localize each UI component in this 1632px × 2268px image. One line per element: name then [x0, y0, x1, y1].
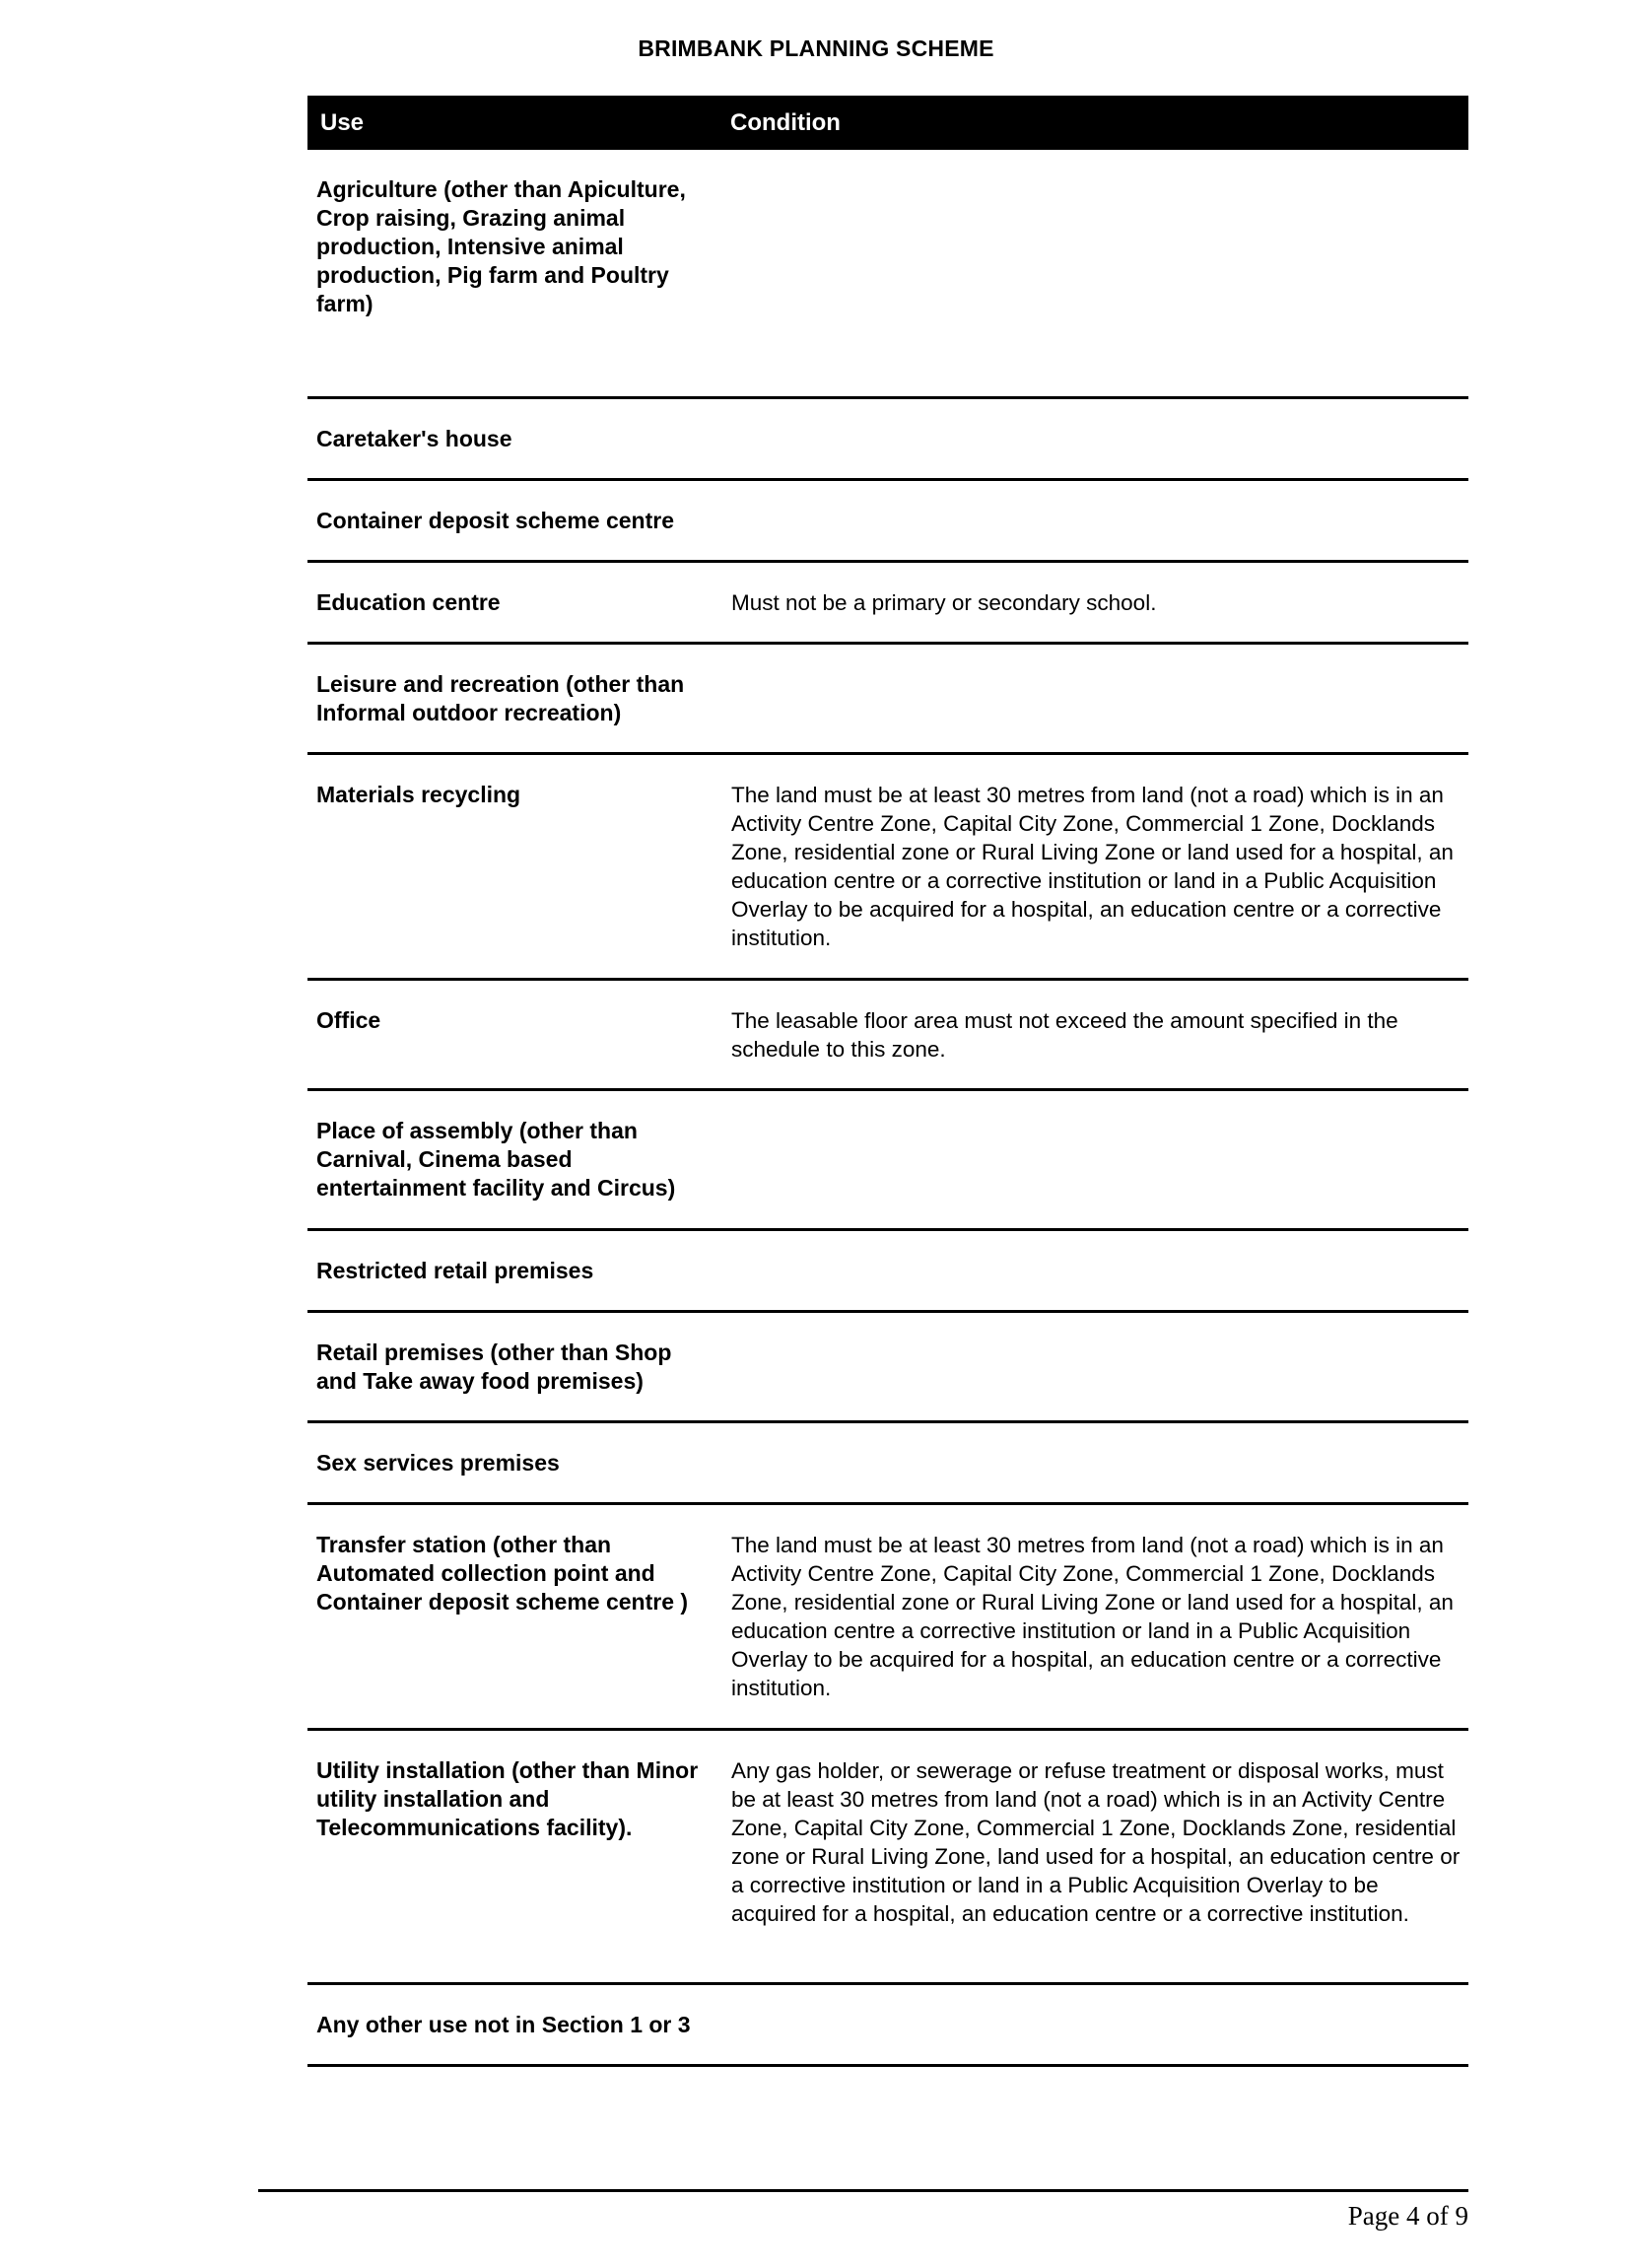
table-row [307, 981, 1468, 1091]
condition-cell [722, 507, 1468, 560]
footer-divider [258, 2189, 1468, 2192]
condition-cell: Any gas holder, or sewerage or refuse treatment or disposal works, must be at least 30 metres from land (not a road) which is in an Activity Centre Zone, Capital City Zone, Commercial 1 Zone, Docklands Zone, residential zone or Rural Living Zone, land used for a hospital, an education centre or a corrective institution or land in a Public Acquisition Overlay to be acquired for a hospital, an education centre or a corrective institution. [731, 1758, 1461, 1926]
use-condition-table [307, 96, 1468, 2067]
use-cell: Transfer station (other than Automated collection point and Container deposit scheme centre ) [316, 1532, 689, 1615]
table-row [307, 1423, 1468, 1505]
condition-cell [722, 1257, 1468, 1310]
condition-cell [722, 1117, 1468, 1228]
use-cell: Utility installation (other than Minor utility installation and Telecommunications facility). [316, 1757, 699, 1840]
use-cell: Any other use not in Section 1 or 3 [316, 2012, 691, 2037]
table-row [307, 1091, 1468, 1231]
use-cell: Office [316, 1007, 381, 1033]
use-cell: Container deposit scheme centre [316, 508, 674, 533]
page-number: Page 4 of 9 [1347, 2201, 1468, 2231]
condition-cell [722, 425, 1468, 478]
table-row [307, 481, 1468, 563]
table-row [307, 150, 1468, 399]
condition-cell [722, 670, 1468, 752]
use-cell: Restricted retail premises [316, 1258, 594, 1283]
condition-cell [722, 175, 1468, 396]
document-header: BRIMBANK PLANNING SCHEME [638, 35, 994, 61]
table-row [307, 1313, 1468, 1423]
condition-cell: The leasable floor area must not exceed the amount specified in the schedule to this zone. [731, 1008, 1398, 1062]
condition-cell: The land must be at least 30 metres from land (not a road) which is in an Activity Centre Zone, Capital City Zone, Commercial 1 Zone, Docklands Zone, residential zone or Rural Living Zone or land used for a hospital, an education centre a corrective institution or land in a Public Acquisition Overlay to be acquired for a hospital, an education centre or a corrective institution. [731, 1533, 1454, 1700]
use-cell: Leisure and recreation (other than Informal outdoor recreation) [316, 671, 685, 725]
use-cell: Sex services premises [316, 1450, 560, 1476]
table-row [307, 399, 1468, 481]
table-row [307, 1231, 1468, 1313]
condition-cell [722, 1339, 1468, 1420]
use-cell: Place of assembly (other than Carnival, Cinema based entertainment facility and Circus) [316, 1118, 676, 1201]
table-row [307, 563, 1468, 645]
table-row [307, 645, 1468, 755]
condition-cell: The land must be at least 30 metres from land (not a road) which is in an Activity Centre Zone, Capital City Zone, Commercial 1 Zone, Docklands Zone, residential zone or Rural Living Zone or land used for a hospital, an education centre or a corrective institution or land in a Public Acquisition Overlay to be acquired for a hospital, an education centre or a corrective institution. [731, 783, 1454, 950]
use-cell: Education centre [316, 589, 501, 615]
table-row [307, 1505, 1468, 1731]
table-row [307, 1985, 1468, 2067]
condition-cell: Must not be a primary or secondary school. [731, 590, 1157, 615]
use-cell: Agriculture (other than Apiculture, Crop raising, Grazing animal production, Intensive animal production, Pig farm and Poultry farm) [316, 176, 686, 316]
condition-cell [722, 1449, 1468, 1502]
table-header-row [307, 96, 1468, 150]
column-header-condition: Condition [730, 108, 841, 136]
column-header-use: Use [320, 108, 365, 136]
condition-cell [722, 2011, 1468, 2064]
table-row [307, 1731, 1468, 1985]
table-row [307, 755, 1468, 981]
use-cell: Caretaker's house [316, 426, 512, 451]
use-cell: Materials recycling [316, 782, 521, 807]
use-cell: Retail premises (other than Shop and Take away food premises) [316, 1340, 672, 1394]
